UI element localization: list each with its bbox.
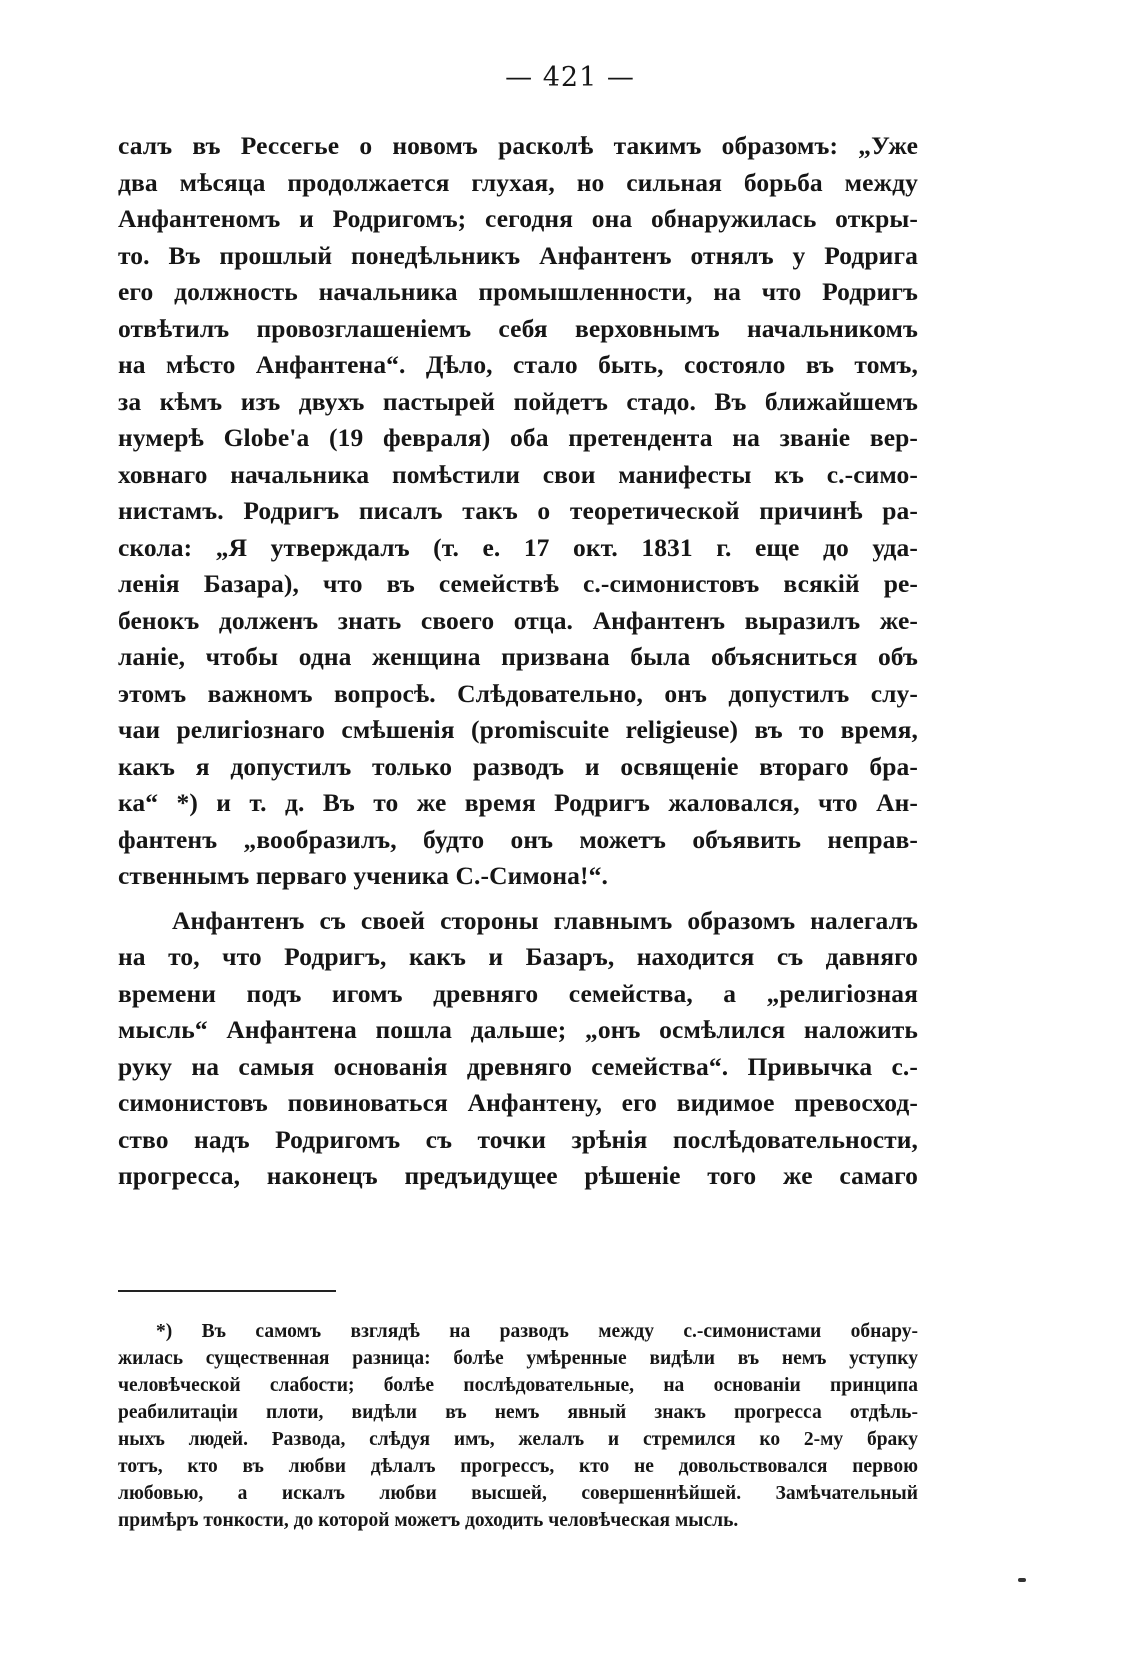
paragraph-2 [118,903,918,1195]
text-line: то. Въ прошлый понедѣльникъ Анфантенъ отнялъ у Родрига [118,240,918,270]
text-line: Анфантенъ съ своей стороны главнымъ образомъ налегалъ [172,905,918,935]
text-line: два мѣсяца продолжается глухая, но сильная борьба между [118,167,918,197]
footnote-line: ныхъ людей. Развода, слѣдуя имъ, желалъ и стремился ко 2-му браку [118,1429,918,1450]
text-line: ленія Базара), что въ семействѣ с.-симонистовъ всякій ре- [118,569,918,598]
text-line: бенокъ долженъ знать своего отца. Анфантенъ выразилъ же- [118,605,918,635]
text-line: прогресса, наконецъ предъидущее рѣшеніе того же самаго [118,1161,918,1190]
text-line: отвѣтилъ провозглашеніемъ себя верховнымъ начальникомъ [118,313,918,343]
footnote-line: жилась существенная разница: болѣе умѣренные видѣли въ немъ уступку [118,1348,918,1369]
text-line: мысль“ Анфантена пошла дальше; „онъ осмѣлился наложить [118,1015,918,1044]
text-line: чаи религіознаго смѣшенія (promiscuite religieuse) въ то время, [118,715,918,744]
text-line: нистамъ. Родригъ писалъ такъ о теоретической причинѣ ра- [118,496,918,525]
text-line: на мѣсто Анфантена“. Дѣло, стало быть, состояло въ томъ, [118,350,918,379]
footnote-line: тотъ, кто въ любви дѣлалъ прогрессъ, кто не довольствовался первою [118,1456,918,1477]
text-line: Анфантеномъ и Родригомъ; сегодня она обнаружилась откры- [118,204,918,233]
scan-speck [1018,1578,1026,1582]
main-text [118,128,918,1195]
text-line: ховнаго начальника помѣстили свои манифесты къ с.-симо- [118,459,918,489]
text-line: нумерѣ Globe'а (19 февраля) оба претендента на званіе вер- [118,423,918,452]
text-line: симонистовъ повиноваться Анфантену, его видимое превосход- [118,1088,918,1117]
footnote-divider [118,1290,336,1292]
text-line: ственнымъ перваго ученика С.-Симона!“. [118,861,608,890]
text-line: этомъ важномъ вопросѣ. Слѣдовательно, онъ допустилъ слу- [118,678,918,708]
text-line: ка“ *) и т. д. Въ то же время Родригъ жаловался, что Ан- [118,788,918,817]
paragraph-1 [118,128,918,895]
footnote-line: *) Въ самомъ взглядѣ на разводъ между с.-симонистами обнару- [156,1321,918,1342]
text-line: его должность начальника промышленности, на что Родригъ [118,277,918,306]
footnote-line: любовью, а искалъ любви высшей, совершеннѣйшей. Замѣчательный [118,1483,918,1504]
text-line: времени подъ игомъ древняго семейства, а „религіозная [118,978,918,1008]
footnote-line: реабилитаціи плоти, видѣли въ немъ явный знакъ прогресса отдѣль- [118,1402,918,1423]
footnote-line: примѣръ тонкости, до которой можетъ доходить человѣческая мысль. [118,1510,739,1531]
text-line: какъ я допустилъ только разводъ и освященіе втораго бра- [118,751,918,781]
text-line: за кѣмъ изъ двухъ пастырей пойдетъ стадо. Въ ближайшемъ [118,386,918,416]
text-line: ство надъ Родригомъ съ точки зрѣнія послѣдовательности, [118,1124,918,1154]
text-line: на то, что Родригъ, какъ и Базаръ, находится съ давняго [118,942,918,971]
text-line: ланіе, чтобы одна женщина призвана была объясниться объ [118,642,918,671]
text-line: руку на самыя основанія древняго семейства“. Привычка с.- [118,1051,918,1081]
text-line: салъ въ Рессегье о новомъ расколѣ такимъ образомъ: „Уже [118,131,918,160]
footnote-line: человѣческой слабости; болѣе послѣдовательные, на основаніи принципа [118,1375,918,1396]
page-number: — 421 — [505,62,635,93]
text-line: скола: „Я утверждалъ (т. е. 17 окт. 1831 г. еще до уда- [118,532,918,562]
paragraph-gap [118,895,918,903]
text-line: фантенъ „вообразилъ, будто онъ можетъ объявить неправ- [118,824,918,854]
footnote [118,1318,918,1534]
